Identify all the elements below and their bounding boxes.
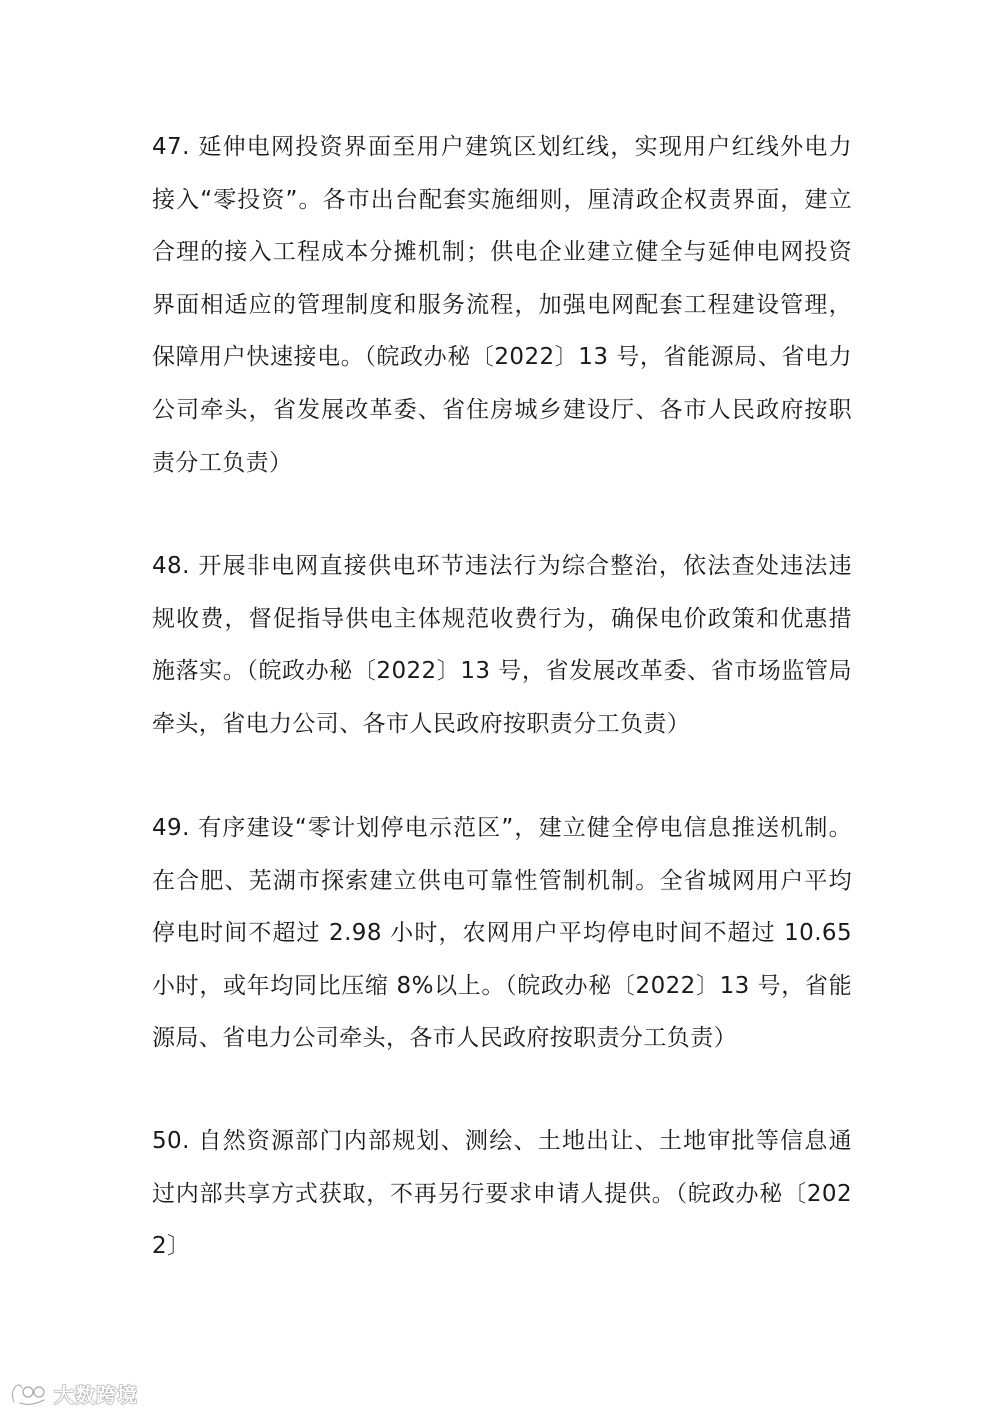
paragraph-item-47: 47. 延伸电网投资界面至用户建筑区划红线，实现用户红线外电力接入“零投资”。各市出台配套实施细则，厘清政企权责界面，建立合理的接入工程成本分摊机制；供电企业建立健全与延伸电网投资界面相适应的管理制度和服务流程，加强电网配套工程建设管理，保障用户快速接电。（皖政办秘〔2022〕13 号，省能源局、省电力公司牵头，省发展改革委、省住房城乡建设厅、各市人民政府按职责分工负责）	[152, 134, 852, 476]
paragraph-item-49: 49. 有序建设“零计划停电示范区”，建立健全停电信息推送机制。在合肥、芜湖市探索建立供电可靠性管制机制。全省城网用户平均停电时间不超过 2.98 小时，农网用户平均停电时间不超过 10.65 小时，或年均同比压缩 8%以上。（皖政办秘〔2022〕13 号，省能源局、省电力公司牵头，各市人民政府按职责分工负责）	[152, 815, 852, 1052]
paragraph-item-48: 48. 开展非电网直接供电环节违法行为综合整治，依法查处违法违规收费，督促指导供电主体规范收费行为，确保电价政策和优惠措施落实。（皖政办秘〔2022〕13 号，省发展改革委、省市场监管局牵头，省电力公司、各市人民政府按职责分工负责）	[152, 553, 852, 737]
watermark-logo-icon	[8, 1378, 50, 1408]
watermark	[8, 1376, 138, 1410]
paragraph-item-50: 50. 自然资源部门内部规划、测绘、土地出让、土地审批等信息通过内部共享方式获取，不再另行要求申请人提供。（皖政办秘〔2022〕	[152, 1128, 852, 1260]
watermark-text: 大数跨境	[54, 1382, 138, 1407]
